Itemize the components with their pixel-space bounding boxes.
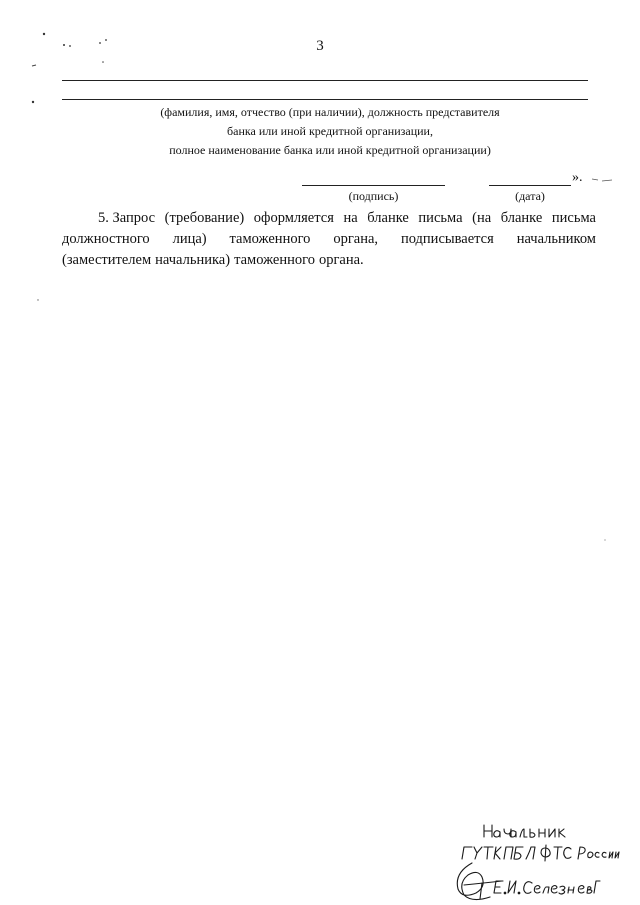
paragraph-5 (62, 208, 596, 271)
word: оформляется (253, 210, 334, 226)
word: органа. (318, 252, 364, 268)
word: (на (472, 210, 492, 226)
blank-line-top (62, 80, 588, 81)
word: бланке (500, 210, 543, 226)
signature-label: (подпись) (348, 189, 399, 203)
word: должностного (62, 231, 150, 247)
word: таможенного (229, 231, 311, 247)
caption-line: (фамилия, имя, отчество (при наличии), должность представителя (160, 105, 500, 119)
word: подписывается (400, 231, 494, 247)
word: начальником (516, 231, 596, 247)
paragraph-line-2 (62, 229, 596, 250)
word: (заместителем (62, 252, 152, 268)
page-number: 3 (316, 38, 324, 54)
word: бланке (367, 210, 409, 226)
word: органа, (333, 231, 379, 247)
word: (требование) (164, 210, 245, 226)
signature-blank-line (302, 185, 445, 186)
word: лица) (172, 231, 207, 247)
handwritten-signature (450, 815, 620, 903)
caption-line: банка или иной кредитной организации, (227, 124, 433, 138)
word: письма (551, 210, 596, 226)
paragraph-line-1 (62, 208, 596, 229)
paragraph-line-3 (62, 250, 596, 271)
closing-quote: ». (572, 170, 583, 185)
word: 5. Запрос (98, 210, 156, 226)
date-blank-line (489, 185, 571, 186)
word: начальника) (155, 252, 231, 268)
word: на (343, 210, 358, 226)
date-label: (дата) (515, 189, 545, 203)
word: письма (418, 210, 463, 226)
representative-caption (100, 103, 560, 160)
word: таможенного (234, 252, 315, 268)
blank-line-bottom (62, 99, 588, 100)
caption-line: полное наименование банка или иной кредитной организации) (169, 143, 491, 157)
